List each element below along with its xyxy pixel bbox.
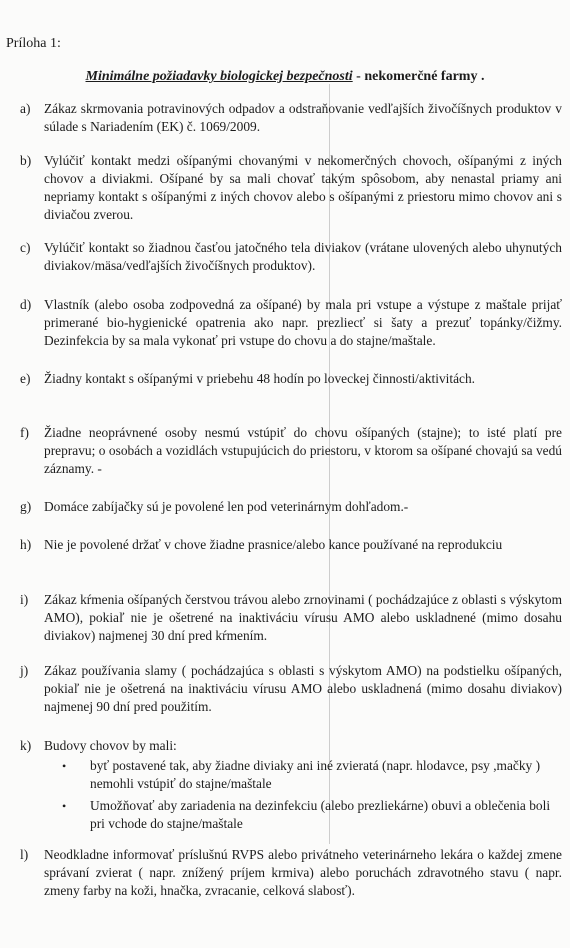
list-item-k <box>20 737 565 757</box>
item-letter: f) <box>20 425 29 440</box>
title-suffix: - nekomerčné farmy . <box>356 69 485 84</box>
list-item-e <box>20 370 565 390</box>
list-item-g <box>20 498 565 518</box>
k-bullet-item <box>62 797 562 833</box>
item-letter: h) <box>20 537 32 552</box>
item-letter: e) <box>20 371 31 386</box>
item-text: Vlastník (alebo osoba zodpovedná za ošípané) by mala pri vstupe a výstupe z maštale prijať primerané bio-hygienické opatrenia ako napr. prezliecť si šaty a prezuť topánky/čižmy. Dezinfekcia by sa mala vykonať pri vstupe do chovu a do stajne/maštale. <box>44 297 562 348</box>
item-letter: j) <box>20 663 29 678</box>
item-letter: b) <box>20 153 32 168</box>
list-item-b <box>20 152 565 228</box>
list-item-c <box>20 239 565 279</box>
list-item-f <box>20 424 565 482</box>
annex-label: Príloha 1: <box>6 36 61 51</box>
item-text: Žiadny kontakt s ošípanými v priebehu 48 hodín po loveckej činnosti/aktivitách. <box>44 371 476 386</box>
list-item-j <box>20 662 565 720</box>
item-text: Nie je povolené držať v chove žiadne prasnice/alebo kance používané na reprodukciu <box>44 537 503 552</box>
item-letter: d) <box>20 297 32 312</box>
item-text: Zákaz používania slamy ( pochádzajúca s oblasti s výskytom AMO) na podstielku ošípaných, pokiaľ nie je ošetrená na inaktiváciu vírusu AMO alebo uskladnená (mimo dosahu diviakov) najmenej 90 dní pred použitím. <box>44 663 562 714</box>
bullet-icon: • <box>62 799 67 813</box>
item-text: Vylúčiť kontakt medzi ošípanými chovanými v nekomerčných chovoch, ošípanými z iných chovov a diviakmi. Ošípané by sa mali chovať takým spôsobom, aby nenastal priamy ani nepriamy kontakt s ošípanými z iných chovov alebo s ošípanými z priestoru mimo chovov ani s diviačou zverou. <box>44 153 562 222</box>
item-text: Vylúčiť kontakt so žiadnou časťou jatočného tela diviakov (vrátane ulovených alebo uhynutých diviakov/mäsa/vedľajších živočíšnych produktov). <box>44 240 562 273</box>
item-text: Zákaz kŕmenia ošípaných čerstvou trávou alebo zrnovinami ( pochádzajúce z oblasti s výskytom AMO), pokiaľ nie je ošetrené na inaktiváciu vírusu AMO alebo uskladnené (mimo dosahu diviakov) najmenej 30 dní pred kŕmením. <box>44 592 562 643</box>
bullet-text: Umožňovať aby zariadenia na dezinfekciu (alebo prezliekárne) obuvi a oblečenia boli pri vchode do stajne/maštale <box>90 798 551 831</box>
item-text: Zákaz skrmovania potravinových odpadov a odstraňovanie vedľajších živočíšnych produktov v súlade s Nariadením (EK) č. 1069/2009. <box>44 101 562 134</box>
list-item-h <box>20 536 565 556</box>
item-letter: i) <box>20 592 29 607</box>
bullet-icon: • <box>62 759 67 773</box>
bullet-text: byť postavené tak, aby žiadne diviaky ani iné zvieratá (napr. hlodavce, psy ,mačky ) nemohli vstúpiť do stajne/maštale <box>90 758 541 791</box>
item-letter: k) <box>20 738 32 753</box>
list-item-l <box>20 846 565 906</box>
item-text: Domáce zabíjačky sú je povolené len pod veterinárnym dohľadom.- <box>44 499 409 514</box>
title-main: Minimálne požiadavky biologickej bezpečnosti <box>85 69 353 84</box>
item-letter: l) <box>20 847 29 862</box>
list-item-a <box>20 100 565 140</box>
item-text: Neodkladne informovať príslušnú RVPS alebo privátneho veterinárneho lekára o každej zmene správaní zvierat ( napr. znížený príjem krmiva) alebo poruchách zdravotného stavu ( napr. zmeny farby na koži, hnačka, zvracanie, celková slabosť). <box>44 847 562 898</box>
k-bullet-list <box>62 757 562 833</box>
item-text: Žiadne neoprávnené osoby nesmú vstúpiť do chovu ošípaných (stajne); to isté platí pre prepravu; o osobách a vozidlách vstupujúcich do priestoru, v ktorom sa ošípané chovajú sa vedú záznamy. - <box>44 425 562 476</box>
list-item-d <box>20 296 565 354</box>
item-letter: c) <box>20 240 31 255</box>
k-bullet-item <box>62 757 562 793</box>
list-item-i <box>20 591 565 649</box>
item-letter: a) <box>20 101 31 116</box>
item-letter: g) <box>20 499 32 514</box>
document-title <box>0 69 570 85</box>
item-text: Budovy chovov by mali: <box>44 738 177 753</box>
